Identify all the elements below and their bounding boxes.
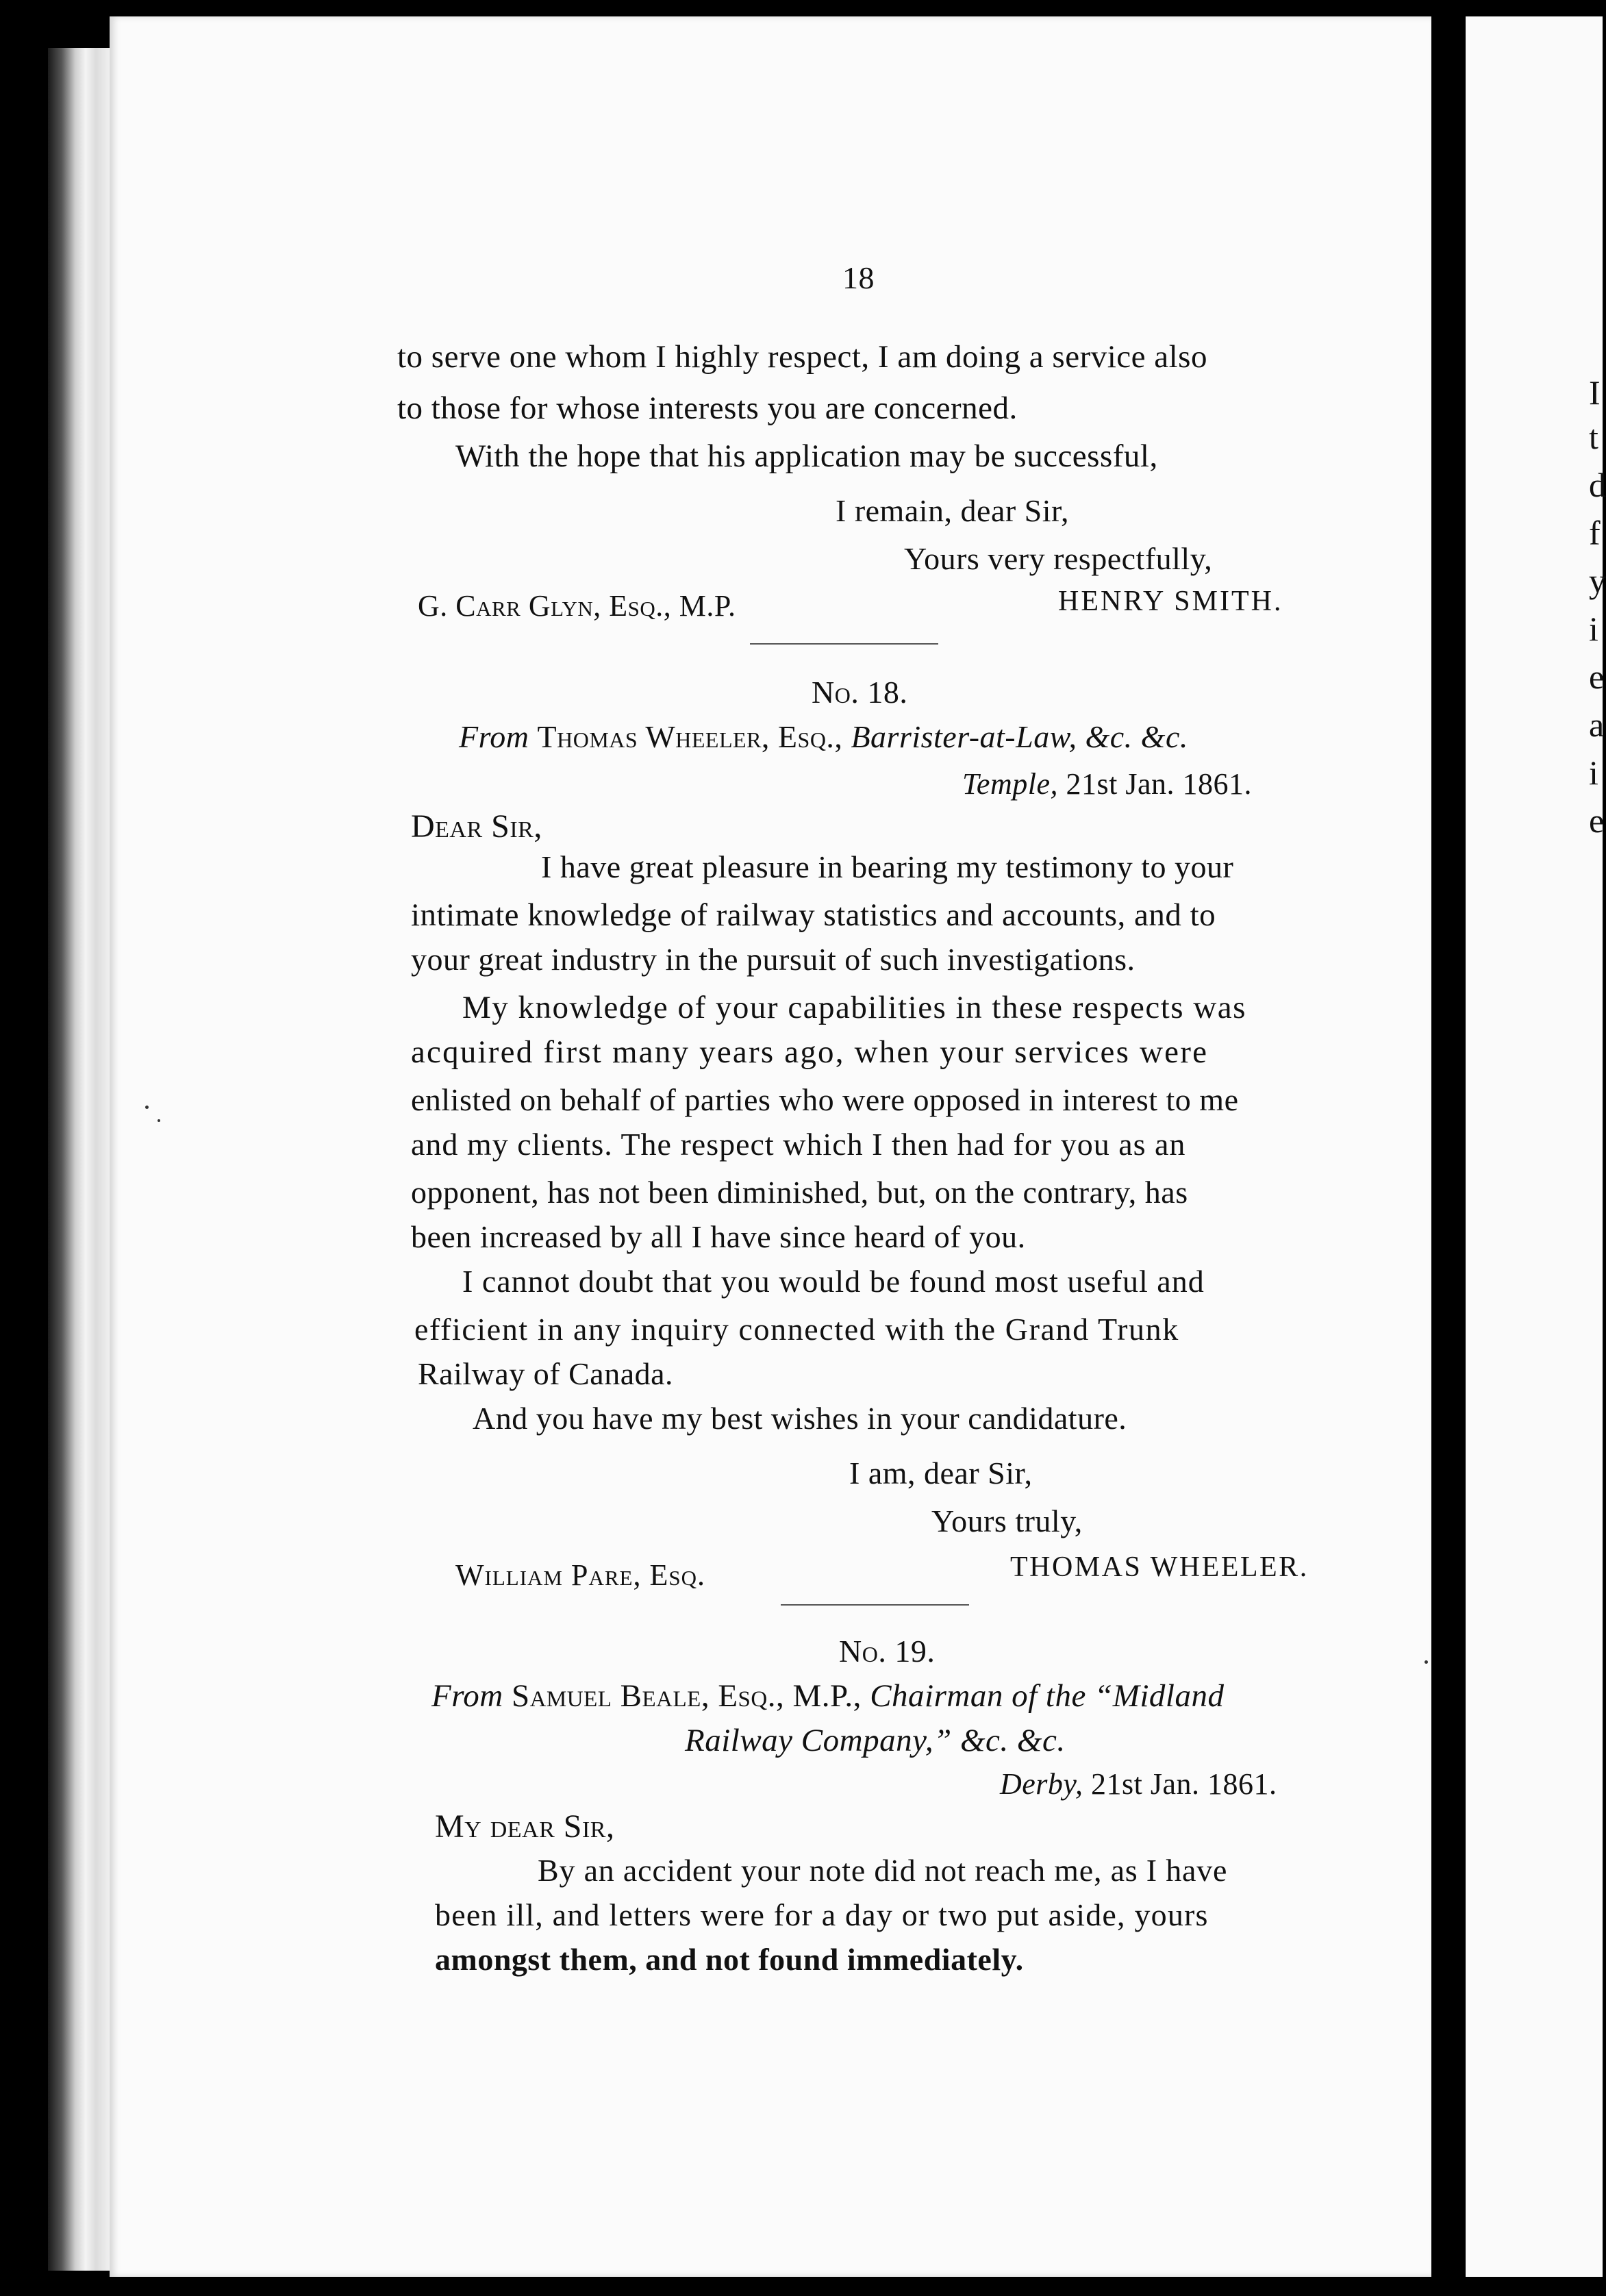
next-page-glyph: d <box>1589 466 1606 504</box>
closing-yours: Yours very respectfully, <box>904 541 1213 576</box>
next-page-glyph: i <box>1589 610 1598 648</box>
body-line: By an accident your note did not reach me, as I have <box>538 1853 1228 1888</box>
body-line: intimate knowledge of railway statistics and accounts, and to <box>411 897 1216 933</box>
sender-name: Samuel Beale, Esq., M.P., <box>511 1678 862 1714</box>
body-line: been ill, and letters were for a day or two put aside, yours <box>435 1897 1209 1932</box>
body-line: And you have my best wishes in your candidature. <box>473 1401 1127 1436</box>
body-line: My knowledge of your capabilities in these respects was <box>462 990 1246 1025</box>
place: Temple, <box>962 767 1058 801</box>
next-page-glyph: a <box>1589 706 1605 744</box>
closing-remain: I remain, dear Sir, <box>836 493 1070 528</box>
document-page <box>110 16 1431 2277</box>
next-page-glyph: I <box>1589 373 1601 412</box>
sender-title-continued: Railway Company,” &c. &c. <box>685 1723 1066 1758</box>
next-page-glyph: e <box>1589 658 1605 696</box>
letter-from-heading <box>431 1677 1224 1714</box>
divider-rule <box>781 1604 969 1606</box>
next-page-edge <box>1466 16 1606 2277</box>
signature: HENRY SMITH. <box>1058 586 1283 617</box>
closing-yours: Yours truly, <box>931 1503 1083 1538</box>
closing-am: I am, dear Sir, <box>849 1456 1033 1490</box>
body-line: to those for whose interests you are concerned. <box>397 390 1018 426</box>
sender-title: Barrister-at-Law, &c. &c. <box>851 719 1188 754</box>
body-line: efficient in any inquiry connected with the Grand Trunk <box>414 1312 1179 1347</box>
body-line: your great industry in the pursuit of such investigations. <box>411 942 1136 977</box>
body-line: acquired first many years ago, when your services were <box>411 1034 1209 1070</box>
from-prefix: From <box>431 1678 503 1714</box>
letter-number: No. 18. <box>812 675 908 710</box>
place-date <box>1000 1767 1277 1801</box>
body-line: amongst them, and not found immediately. <box>435 1942 1024 1977</box>
place: Derby, <box>1000 1767 1083 1801</box>
recipient: G. Carr Glyn, Esq., M.P. <box>418 589 736 623</box>
next-page-glyph: t <box>1589 418 1598 456</box>
scan-speck <box>1425 1660 1428 1664</box>
date: 21st Jan. 1861. <box>1091 1767 1277 1801</box>
place-date <box>962 766 1252 801</box>
next-page-glyph: f <box>1589 514 1601 552</box>
letter-from-heading <box>459 719 1188 755</box>
page-gutter <box>1431 16 1466 2277</box>
salutation: My dear Sir, <box>435 1808 615 1845</box>
signature: THOMAS WHEELER. <box>1010 1551 1309 1583</box>
recipient: William Pare, Esq. <box>455 1558 705 1592</box>
next-page-glyph: i <box>1589 753 1598 792</box>
body-line: been increased by all I have since heard of you. <box>411 1219 1026 1254</box>
divider-rule <box>750 643 938 645</box>
book-spine <box>48 48 116 2271</box>
next-page-glyph: y <box>1589 562 1606 600</box>
body-line: opponent, has not been diminished, but, on the contrary, has <box>411 1175 1188 1210</box>
body-line: Railway of Canada. <box>418 1356 674 1391</box>
scan-speck <box>145 1106 149 1109</box>
scan-speck <box>158 1119 160 1122</box>
next-page-glyph: e <box>1589 801 1605 840</box>
salutation: Dear Sir, <box>411 808 542 845</box>
from-prefix: From <box>459 719 529 754</box>
sender-name: Thomas Wheeler, Esq., <box>537 719 843 754</box>
body-line: I have great pleasure in bearing my testimony to your <box>541 849 1234 884</box>
body-line: enlisted on behalf of parties who were opposed in interest to me <box>411 1082 1239 1117</box>
body-line: With the hope that his application may be successful, <box>455 438 1158 474</box>
sender-title: Chairman of the “Midland <box>870 1678 1225 1714</box>
body-line: and my clients. The respect which I then had for you as an <box>411 1127 1186 1162</box>
body-line: I cannot doubt that you would be found most useful and <box>462 1264 1205 1299</box>
letter-number: No. 19. <box>839 1634 936 1669</box>
body-line: to serve one whom I highly respect, I am doing a service also <box>397 339 1207 375</box>
page-number: 18 <box>842 260 875 295</box>
date: 21st Jan. 1861. <box>1066 767 1252 801</box>
